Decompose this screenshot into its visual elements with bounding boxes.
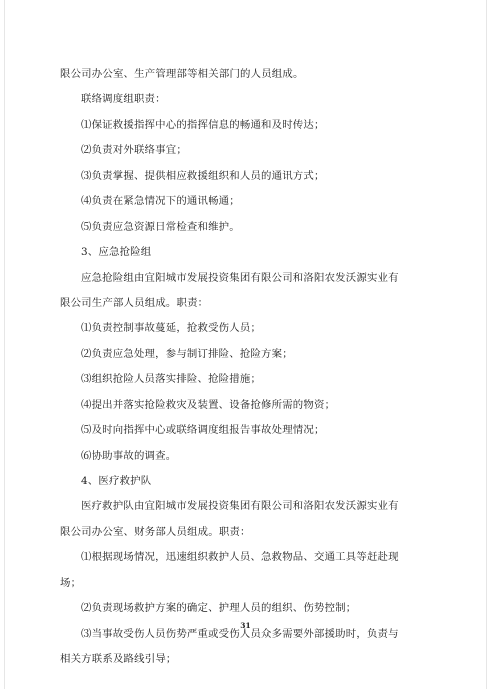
text-line: ⑵负责对外联络事宜； <box>81 144 187 157</box>
page-number: 31 <box>240 621 251 630</box>
text-line: 医疗救护队由宜阳城市发展投资集团有限公司和洛阳农发沃源实业有 <box>81 500 399 513</box>
text-line: 限公司生产部人员组成。职责： <box>60 296 209 309</box>
text-line: 场； <box>60 576 82 589</box>
text-line: 相关方联系及路线引导； <box>60 653 177 666</box>
text-line: 限公司办公室、生产管理部等相关部门的人员组成。 <box>60 68 304 80</box>
text-line: ⑶当事故受伤人员伤势严重或受伤人员众多需要外部援助时，负责与 <box>81 627 399 640</box>
text-line: ⑴负责控制事故蔓延，抢救受伤人员； <box>81 322 262 335</box>
text-line: ⑵负责应急处理，参与制订排险、抢险方案； <box>81 347 293 360</box>
text-line: ⑷提出并落实抢险救灾及装置、设备抢修所需的物资； <box>81 398 336 411</box>
text-line: ⑶组织抢险人员落实排险、抢险措施； <box>81 373 262 386</box>
text-line: ⑶负责掌握、提供相应救援组织和人员的通讯方式； <box>81 169 325 182</box>
text-line: ⑸及时向指挥中心或联络调度组报告事故处理情况； <box>81 424 325 437</box>
text-line: ⑹协助事故的调查。 <box>81 449 177 462</box>
text-line: 应急抢险组由宜阳城市发展投资集团有限公司和洛阳农发沃源实业有 <box>81 271 399 284</box>
page-edge-left <box>4 0 5 689</box>
text-line: ⑴保证救援指挥中心的指挥信息的畅通和及时传达； <box>81 118 325 131</box>
text-line: ⑵负责现场救护方案的确定、护理人员的组织、伤势控制； <box>81 602 357 615</box>
page-edge-right <box>486 0 487 689</box>
text-line: 限公司办公室、财务部人员组成。职责： <box>60 525 251 538</box>
text-line: 3、应急抢险组 <box>81 246 152 259</box>
text-line: 4、医疗救护队 <box>81 475 152 487</box>
text-line: ⑸负责应急资源日常检查和维护。 <box>81 220 240 233</box>
text-line: ⑴根据现场情况，迅速组织救护人员、急救物品、交通工具等赶赴现 <box>81 551 399 564</box>
body-text <box>60 64 444 675</box>
text-line: 联络调度组职责： <box>81 93 166 106</box>
text-line: ⑷负责在紧急情况下的通讯畅通； <box>81 195 240 208</box>
